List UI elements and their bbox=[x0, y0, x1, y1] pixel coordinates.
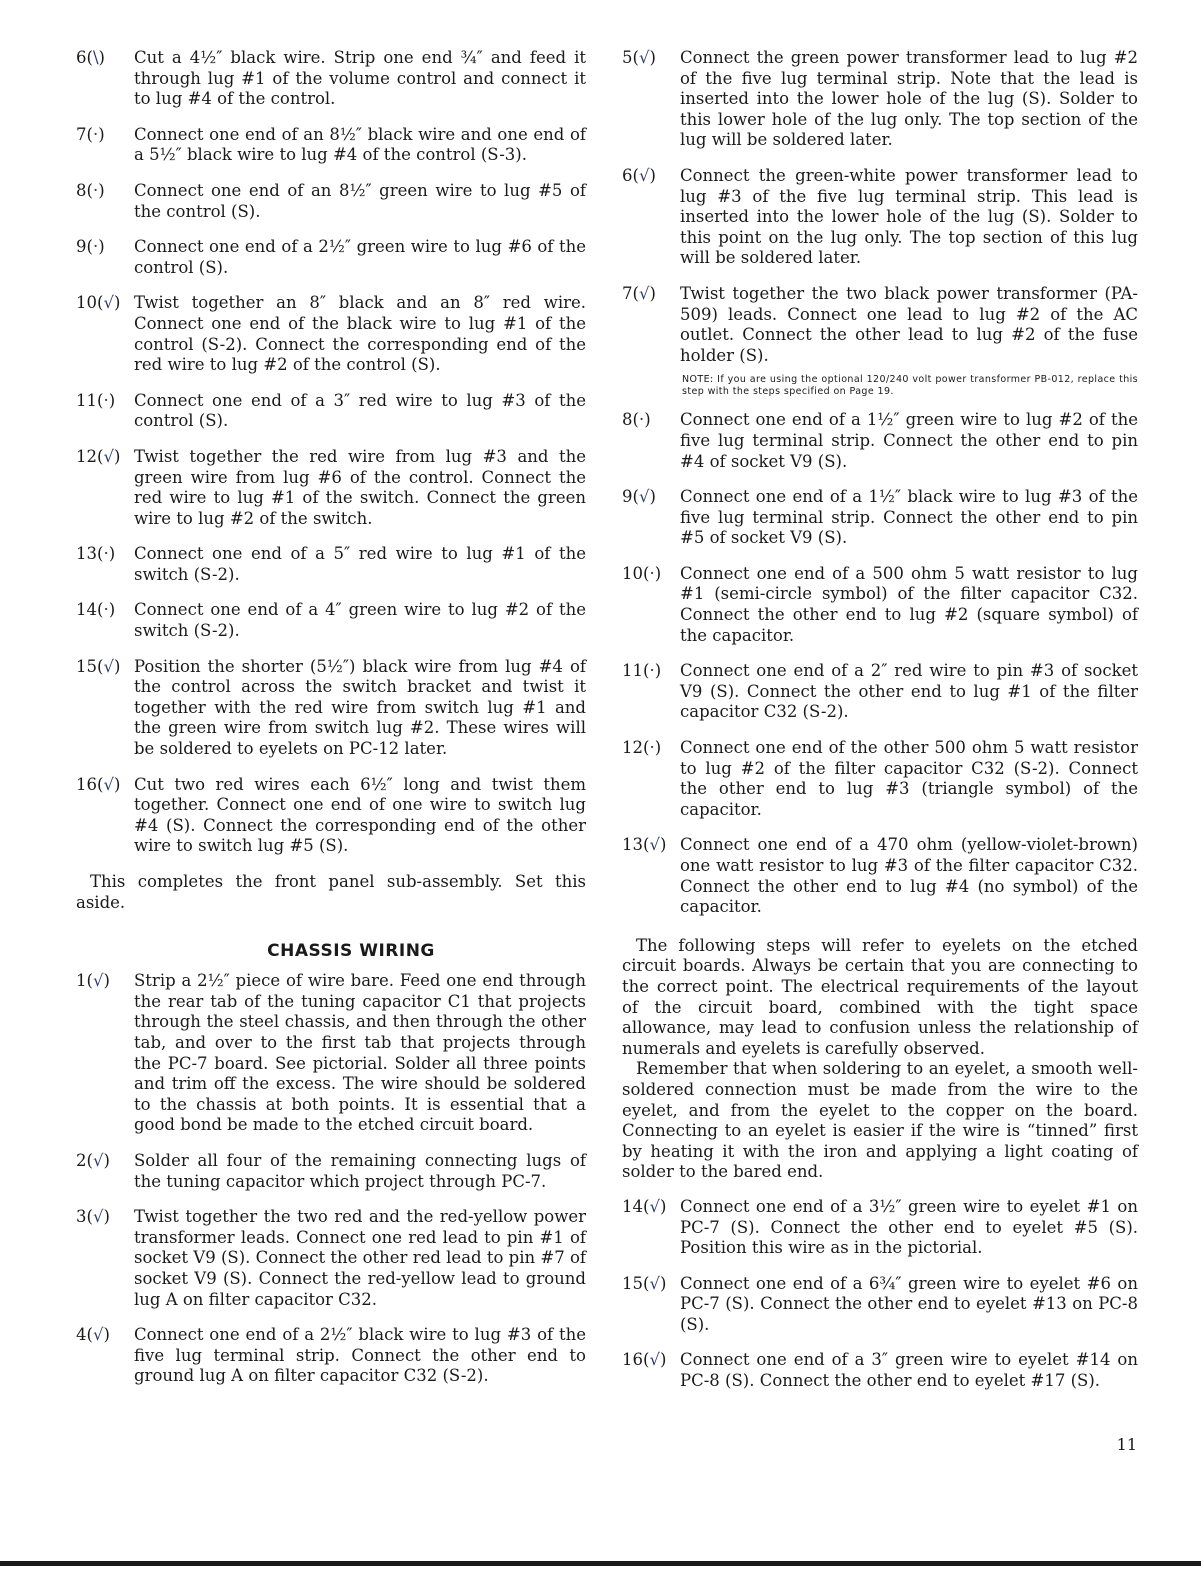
check-mark: \ bbox=[92, 48, 99, 67]
step-right-12 bbox=[622, 738, 1138, 820]
step-chassis-3 bbox=[76, 1207, 586, 1310]
step-text: Connect one end of a 2½″ black wire to lug #3 of the five lug terminal strip. Connect the other end to ground lug A on filter capacitor C32 (S-2). bbox=[134, 1325, 586, 1386]
step-front-13 bbox=[76, 544, 586, 585]
step-number: 14(√) bbox=[622, 1196, 667, 1216]
check-mark: · bbox=[92, 237, 99, 257]
step-text: Connect one end of the other 500 ohm 5 watt resistor to lug #2 of the filter capacitor C32 (S-2). Connect the other end to lug #3 (triangle symbol) of the capacitor. bbox=[680, 738, 1138, 819]
step-number: 3(√) bbox=[76, 1207, 110, 1227]
step-number: 11(·) bbox=[76, 390, 116, 410]
step-front-16 bbox=[76, 775, 586, 857]
step-text: Connect one end of a 2″ red wire to pin #3 of socket V9 (S). Connect the other end to lug #1 of the filter capacitor C32 (S-2). bbox=[680, 661, 1138, 722]
step-right-7 bbox=[622, 284, 1138, 366]
step-text: Twist together the two red and the red-yellow power transformer leads. Connect one red lead to pin #1 of socket V9 (S). Connect the other red lead to pin #7 of socket V9 (S). Connect the red-yellow lead to ground lug A on filter capacitor C32. bbox=[134, 1207, 586, 1309]
step-front-8 bbox=[76, 181, 586, 222]
check-mark: √ bbox=[638, 283, 650, 303]
step-text: Connect one end of a 500 ohm 5 watt resistor to lug #1 (semi-circle symbol) of the filter capacitor C32. Connect the other end to lug #2 (square symbol) of the capacitor. bbox=[680, 563, 1138, 645]
step-number: 8(·) bbox=[622, 410, 651, 430]
step-right-11 bbox=[622, 661, 1138, 723]
step-text: Connect one end of an 8½″ green wire to lug #5 of the control (S). bbox=[134, 180, 586, 221]
step-number: 13(√) bbox=[622, 835, 667, 855]
section-heading: CHASSIS WIRING bbox=[267, 941, 435, 962]
step-text: Connect one end of a 1½″ black wire to lug #3 of the five lug terminal strip. Connect the other end to pin #5 of socket V9 (S). bbox=[680, 487, 1138, 548]
step-text: Connect one end of an 8½″ black wire and one end of a 5½″ black wire to lug #4 of the control (S-3). bbox=[134, 124, 586, 165]
step-text: Connect the green power transformer lead to lug #2 of the five lug terminal strip. Note that the lead is inserted into the lower hole of the lug (S). Solder to this lower hole of the lug only. The top section of the lug will be soldered later. bbox=[680, 48, 1138, 150]
step-text: Connect the green-white power transformer lead to lug #3 of the five lug terminal strip. This lead is inserted into the lower hole of the lug (S). Solder to this point on the lug only. The top section of this lug will be soldered later. bbox=[680, 165, 1138, 268]
step-text: Twist together the red wire from lug #3 and the green wire from lug #6 of the control. Connect the red wire to lug #1 of the switch. Connect the green wire to lug #2 of the switch. bbox=[134, 446, 586, 528]
step-text: Cut two red wires each 6½″ long and twist them together. Connect one end of one wire to switch lug #4 (S). Connect the corresponding end of the other wire to switch lug #5 (S). bbox=[134, 774, 586, 856]
step-right-8 bbox=[622, 410, 1138, 472]
closing-paragraph: This completes the front panel sub-assembly. Set this aside. bbox=[76, 872, 586, 912]
step-right-13 bbox=[622, 835, 1138, 917]
step-right-10 bbox=[622, 564, 1138, 646]
step-front-9 bbox=[76, 237, 586, 278]
step-number: 1(√) bbox=[76, 971, 110, 991]
step-number: 6(√) bbox=[622, 165, 656, 185]
bottom-rule bbox=[0, 1561, 1201, 1566]
check-mark: · bbox=[638, 410, 645, 430]
check-mark: · bbox=[103, 390, 109, 410]
check-mark: · bbox=[649, 738, 655, 758]
check-mark: √ bbox=[103, 656, 114, 676]
step-front-10 bbox=[76, 293, 586, 375]
step-text: Connect one end of a 5″ red wire to lug #1 of the switch (S-2). bbox=[134, 544, 586, 584]
step-text: Cut a 4½″ black wire. Strip one end ¾″ and feed it through lug #1 of the volume control and connect it to lug #4 of the control. bbox=[134, 48, 586, 109]
step-front-14 bbox=[76, 600, 586, 641]
soldering-paragraph: Remember that when soldering to an eyelet, a smooth well-soldered connection must be made from the wire to the eyelet, and from the eyelet to the copper on the board. Connecting to an eyelet is easier if the wire is “tinned” first by heating it with the iron and applying a light coating of solder to the bared end. bbox=[622, 1059, 1138, 1182]
step-front-7 bbox=[76, 125, 586, 166]
step-right-14 bbox=[622, 1197, 1138, 1259]
check-mark: √ bbox=[638, 48, 650, 67]
check-mark: √ bbox=[649, 835, 660, 855]
left-column bbox=[76, 48, 586, 1387]
step-text: Connect one end of a 4″ green wire to lug #2 of the switch (S-2). bbox=[134, 600, 586, 641]
step-front-11 bbox=[76, 391, 586, 432]
check-mark: √ bbox=[638, 487, 650, 507]
step-number: 7(·) bbox=[76, 124, 105, 144]
step-number: 15(√) bbox=[76, 656, 121, 676]
step-number: 11(·) bbox=[622, 661, 662, 681]
step-number: 10(·) bbox=[622, 563, 662, 583]
step-text: Connect one end of a 3″ green wire to eyelet #14 on PC-8 (S). Connect the other end to eyelet #17 (S). bbox=[680, 1350, 1138, 1391]
check-mark: √ bbox=[103, 293, 114, 313]
step-text: Connect one end of a 470 ohm (yellow-violet-brown) one watt resistor to lug #3 of the filter capacitor C32. Connect the other end to lug #4 (no symbol) of the capacitor. bbox=[680, 835, 1138, 917]
step-right-6 bbox=[622, 166, 1138, 269]
step-number: 16(√) bbox=[76, 774, 121, 794]
page-number: 11 bbox=[1116, 1435, 1137, 1454]
step-chassis-4 bbox=[76, 1325, 586, 1387]
step-number: 2(√) bbox=[76, 1150, 110, 1170]
step-text: Connect one end of a 3½″ green wire to eyelet #1 on PC-7 (S). Connect the other end to eyelet #5 (S). Position this wire as in the pictorial. bbox=[680, 1196, 1138, 1258]
step-number: 15(√) bbox=[622, 1273, 667, 1293]
step-text: Strip a 2½″ piece of wire bare. Feed one end through the rear tab of the tuning capacitor C1 that projects through the steel chassis, and then through the other tab, and over to the first tab that projects through the PC-7 board. See pictorial. Solder all three points and trim off the excess. The wire should be soldered to the chassis at both points. It is essential that a good bond be made to the etched circuit board. bbox=[134, 971, 586, 1135]
step-right-9 bbox=[622, 487, 1138, 549]
check-mark: √ bbox=[638, 165, 650, 185]
step-number: 13(·) bbox=[76, 544, 116, 564]
check-mark: √ bbox=[649, 1196, 660, 1216]
check-mark: √ bbox=[649, 1350, 660, 1370]
step-chassis-1 bbox=[76, 971, 586, 1136]
step-number: 14(·) bbox=[76, 600, 116, 620]
step-text: Position the shorter (5½″) black wire from lug #4 of the control across the switch bracket and twist it together with the red wire from switch lug #1 and the green wire from switch lug #2. These wires will be soldered to eyelets on PC-12 later. bbox=[134, 656, 586, 759]
check-mark: √ bbox=[92, 1325, 104, 1345]
step-number: 6(\) bbox=[76, 48, 105, 67]
check-mark: √ bbox=[103, 446, 114, 466]
step-text: Connect one end of a 2½″ green wire to lug #6 of the control (S). bbox=[134, 237, 586, 277]
check-mark: · bbox=[649, 563, 655, 583]
step-number: 10(√) bbox=[76, 293, 121, 313]
step-number: 9(√) bbox=[622, 487, 656, 507]
step-number: 5(√) bbox=[622, 48, 656, 67]
step-right-5 bbox=[622, 48, 1138, 151]
step-chassis-2 bbox=[76, 1151, 586, 1192]
check-mark: √ bbox=[649, 1273, 660, 1293]
step-number: 16(√) bbox=[622, 1350, 667, 1370]
step-right-15 bbox=[622, 1274, 1138, 1336]
step-number: 8(·) bbox=[76, 180, 105, 200]
check-mark: · bbox=[92, 124, 99, 144]
step-number: 7(√) bbox=[622, 283, 656, 303]
check-mark: · bbox=[92, 180, 99, 200]
step-text: Connect one end of a 6¾″ green wire to eyelet #6 on PC-7 (S). Connect the other end to eyelet #13 on PC-8 (S). bbox=[680, 1273, 1138, 1334]
step-text: Twist together the two black power transformer (PA-509) leads. Connect one lead to lug #2 of the AC outlet. Connect the other lead to lug #2 of the fuse holder (S). bbox=[680, 283, 1138, 365]
note-optional-transformer: NOTE: If you are using the optional 120/240 volt power transformer PB-012, replace this step with the steps specified on Page 19. bbox=[682, 374, 1138, 398]
check-mark: · bbox=[649, 661, 655, 681]
eyelet-paragraph: The following steps will refer to eyelets on the etched circuit boards. Always be certain that you are connecting to the correct point. The electrical requirements of the layout of the circuit board, combined with the tight space allowance, may lead to confusion unless the relationship of numerals and eyelets is carefully observed. bbox=[622, 935, 1138, 1058]
step-front-12 bbox=[76, 447, 586, 529]
step-front-6 bbox=[76, 48, 586, 110]
step-number: 12(√) bbox=[76, 446, 121, 466]
check-mark: √ bbox=[92, 1207, 104, 1227]
check-mark: √ bbox=[92, 971, 104, 991]
step-front-15 bbox=[76, 657, 586, 760]
step-number: 9(·) bbox=[76, 237, 105, 257]
right-column bbox=[622, 48, 1138, 1392]
step-text: Solder all four of the remaining connecting lugs of the tuning capacitor which project through PC-7. bbox=[134, 1150, 586, 1191]
check-mark: √ bbox=[103, 774, 114, 794]
step-number: 12(·) bbox=[622, 738, 662, 758]
step-number: 4(√) bbox=[76, 1325, 110, 1345]
check-mark: · bbox=[103, 544, 109, 564]
check-mark: · bbox=[103, 600, 109, 620]
step-text: Connect one end of a 3″ red wire to lug #3 of the control (S). bbox=[134, 390, 586, 431]
step-text: Connect one end of a 1½″ green wire to lug #2 of the five lug terminal strip. Connect the other end to pin #4 of socket V9 (S). bbox=[680, 410, 1138, 471]
check-mark: √ bbox=[92, 1150, 104, 1170]
step-text: Twist together an 8″ black and an 8″ red wire. Connect one end of the black wire to lug #1 of the control (S-2). Connect the corresponding end of the red wire to lug #2 of the control (S). bbox=[134, 293, 586, 375]
step-right-16 bbox=[622, 1350, 1138, 1391]
